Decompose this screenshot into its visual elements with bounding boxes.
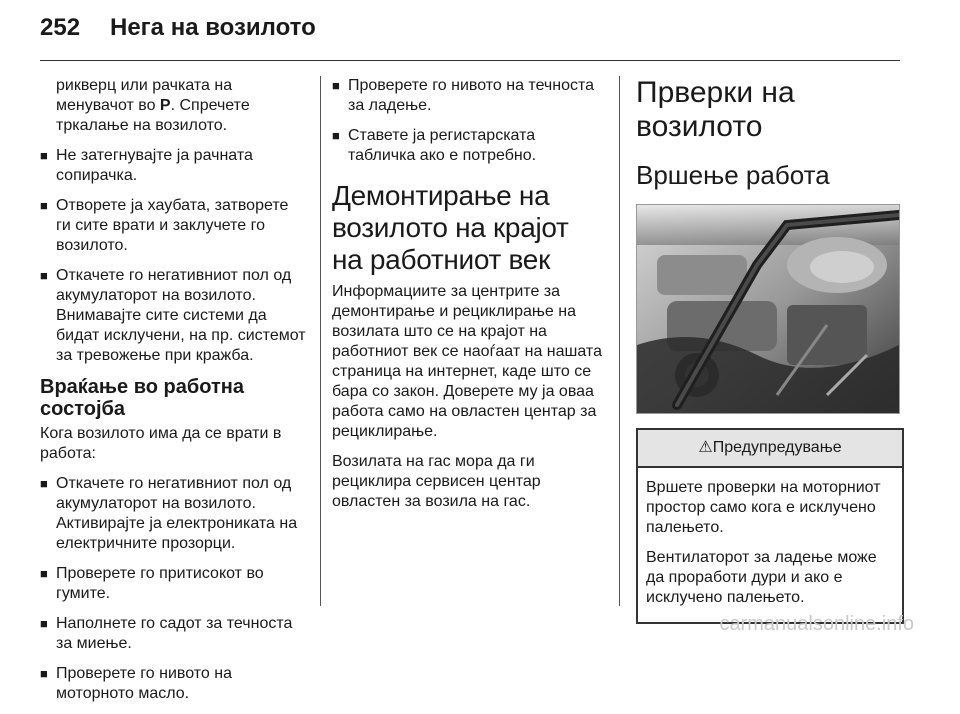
watermark: carmanualsonline.info [719, 613, 914, 635]
column-divider-2 [619, 76, 620, 606]
page-number: 252 [40, 14, 81, 41]
section-heading-end-of-life: Демонтирање на возилото на крајот на работниот век [332, 180, 569, 275]
warning-paragraph-2: Вентилаторот за ладење може да проработи дури и ако е исклучено палењето. [646, 549, 877, 606]
intro-text-1: рикверц или рачката на менувачот во [56, 77, 233, 114]
list-item: ■ Откачете го негативниот пол од акумулаторот на возилото. Активирајте ја електрониката на електричните прозорци. [40, 475, 298, 552]
warning-paragraph-1: Вршете проверки на моторниот простор само кога е исклучено палењето. [646, 479, 881, 536]
list-item: ■ Проверете го нивото на течноста за ладење. [332, 77, 595, 114]
column-divider-1 [320, 76, 321, 606]
paragraph-2: Возилата на гас мора да ги рециклира сервисен центар овластен за возила на гас. [332, 453, 541, 510]
chapter-subtitle: Вршење работа [636, 160, 830, 190]
bullet-icon: ■ [40, 566, 48, 581]
column-2 [332, 76, 604, 522]
column-3 [636, 76, 902, 624]
warning-header [638, 430, 902, 468]
list-item: ■ Проверете го притисокот во гумите. [40, 565, 264, 602]
section-intro: Кога возилото има да се врати в работа: [40, 425, 282, 462]
engine-bay-illustration [637, 205, 899, 413]
intro-bold: P [159, 97, 171, 114]
section-heading: Враќање во работна состојба [40, 376, 244, 420]
bullet-list-3 [332, 76, 604, 166]
page-header [40, 14, 316, 54]
list-item: ■ Откачете го негативниот пол од акумулаторот на возилото. Внимавајте сите системи да бидат исклучени, на пр. системот за тревожење при кражба. [40, 267, 306, 364]
bullet-icon: ■ [40, 268, 48, 283]
chapter-title: Прверки на возилото [636, 76, 795, 143]
intro-paragraph [40, 76, 306, 136]
bullet-icon: ■ [40, 666, 48, 681]
warning-icon: ⚠ [698, 439, 713, 456]
bullet-list-2 [40, 474, 306, 704]
warning-heading: Предупредување [712, 439, 842, 456]
column-1 [40, 76, 306, 714]
bullet-icon: ■ [40, 198, 48, 213]
header-rule [40, 60, 900, 61]
intro-text-2: . Спречете тркалање на возилото. [56, 97, 250, 134]
list-item: ■ Проверете го нивото на моторното масло. [40, 665, 232, 702]
bullet-icon: ■ [40, 148, 48, 163]
list-item: ■ Отворете ја хаубата, затворете ги сите врати и заклучете го возилото. [40, 197, 289, 254]
bullet-icon: ■ [332, 78, 340, 93]
bullet-icon: ■ [332, 128, 340, 143]
list-item: ■ Наполнете го садот за течноста за миење. [40, 615, 293, 652]
paragraph-1: Информациите за центрите за демонтирање и рециклирање на возилата што се на крајот на работниот век се наоѓаат на нашата страница на интернет, каде што се бара со закон. Доверете му ја оваа работа само на овластен центар за рециклирање. [332, 283, 602, 440]
running-title: Нега на возилото [110, 14, 316, 41]
bullet-list-1 [40, 146, 306, 366]
warning-box [636, 428, 904, 624]
engine-bay-photo [636, 204, 900, 414]
list-item: ■ Не затегнувајте ја рачната сопирачка. [40, 147, 253, 184]
warning-body [638, 468, 902, 622]
bullet-icon: ■ [40, 616, 48, 631]
list-item: ■ Ставете ја регистарската табличка ако е потребно. [332, 127, 537, 164]
bullet-icon: ■ [40, 476, 48, 491]
